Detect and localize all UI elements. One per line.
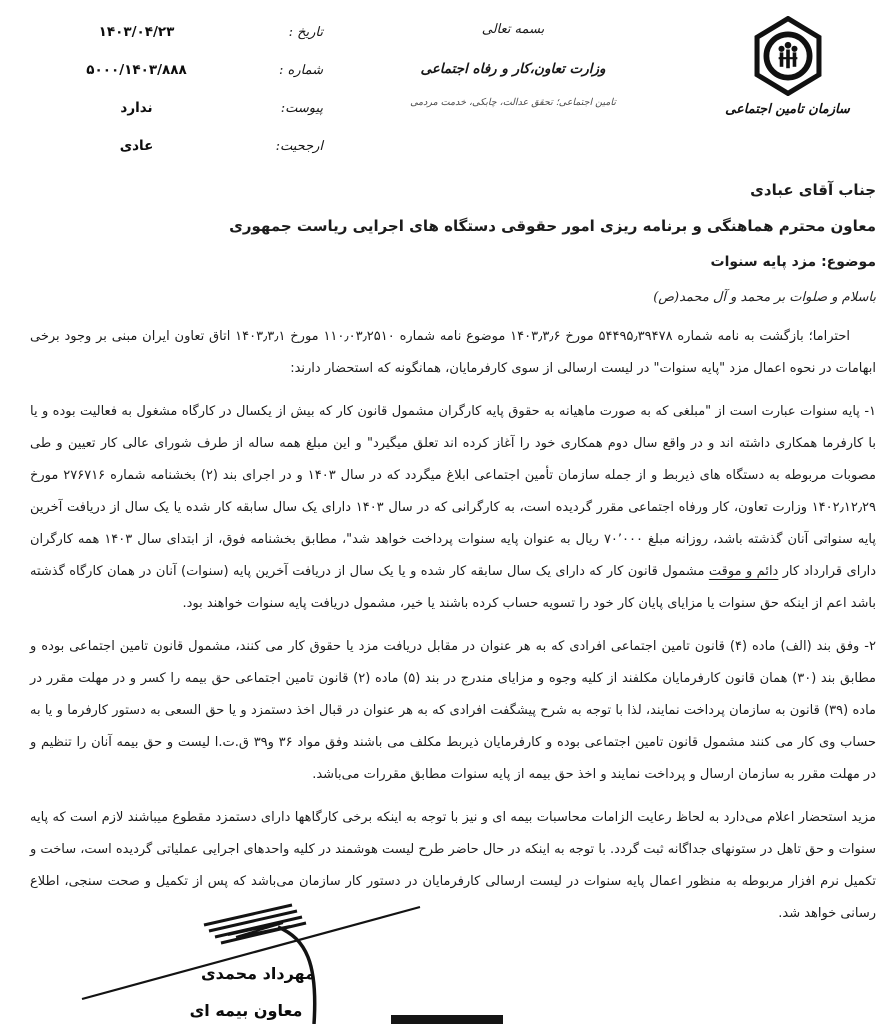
letter-body: [30, 172, 876, 941]
number-value: ۵۰۰۰/۱۴۰۳/۸۸۸: [86, 62, 187, 78]
attachment-label: پیوست:: [280, 101, 323, 116]
date-value: ۱۴۰۳/۰۴/۲۳: [98, 24, 175, 40]
item1-text-a: ۱- پایه سنوات عبارت است از "مبلغی که به صورت ماهیانه به حقوق پایه کارگران مشمول قانون کار که بیش از یکسال در کارگاه مشغول به فعالیت بوده و یا با کارفرما همکاری داشته اند و در واقع سال دوم همکاری خود را آغاز کرده اند تعلق میگیرد" و این مبلغ همه ساله از طرف شورای عالی کار تعیین و طی مصوبات مربوطه به دستگاه های ذیربط و از جمله سازمان تأمین اجتماعی ابلاغ میگردد که در سال ۱۴۰۳ و در اجرای بند (۲) بخشنامه شماره ۲۷۶۷۱۶ مورخ ۱۴۰۲٫۱۲٫۲۹ وزارت تعاون، کار ورفاه اجتماعی مقرر گردیده است، به کارگرانی که در سال ۱۴۰۳ دارای یک سال سابقه کار شده یا یک سال از دریافت آخرین پایه سنواتی آنان گذشته باشد، روزانه مبلغ ۷۰٬۰۰۰ ریال به عنوان پایه سنوات پرداخت خواهد شد"، مطابق بخشنامه فوق، از ابتدای سال ۱۴۰۳ همه کارگران دارای قرارداد کار: [30, 404, 877, 579]
salutation: باسلام و صلوات بر محمد و آل محمد(ص): [653, 290, 876, 305]
bismillah: بسمه تعالی: [481, 22, 545, 37]
subject-value: مزد پایه سنوات: [710, 254, 817, 270]
signer-title: معاون بیمه ای: [189, 1001, 303, 1020]
signer-name: مهرداد محمدی: [201, 964, 315, 983]
letter-meta: [28, 24, 323, 176]
paragraph-intro: احتراما؛ بازگشت به نامه شماره ۵۴۴۹۵٫۳۹۴۷۸ مورخ ۱۴۰۳٫۳٫۶ موضوع نامه شماره ۱۱۰٫۰۳٫۲۵۱۰ مورخ ۱۴۰۳٫۳٫۱ اتاق تعاون ایران مبنی بر وجود برخی ابهامات در نحوه اعمال مزد "پایه سنوات" در لیست ارسالی از سوی کارفرمایان، همانگونه که استحضار دارند:: [30, 329, 876, 376]
paragraph-closing: مزید استحضار اعلام می‌دارد به لحاظ رعایت الزامات محاسبات بیمه ای و نیز با توجه به اینکه برخی کارگاهها دارای دستمزد مقطوع میباشند لازم است که پایه سنوات و حق تاهل در ستونهای جداگانه ثبت گردد. با توجه به اینکه در حال حاضر طرح لیست هوشمند در کلیه واحدهای اجرایی عملیاتی گردیده است، ساخت و تکمیل نرم افزار مربوطه به منظور اعمال پایه سنوات در لیست ارسالی کارفرمایان در دستور کار سازمان می‌باشد که پس از تکمیل و صحت سنجی، اطلاع رسانی خواهد شد.: [30, 810, 876, 921]
item1-underlined-phrase: دائم و موقت: [708, 564, 779, 579]
attachment-value: ندارد: [120, 100, 153, 116]
social-security-emblem-icon: [700, 16, 875, 96]
subject-label: موضوع:: [821, 254, 876, 270]
ministry-name: وزارت تعاون،کار و رفاه اجتماعی: [420, 61, 606, 77]
recipient-title: معاون محترم هماهنگی و برنامه ریزی امور حقوقی دستگاه های اجرایی ریاست جمهوری: [229, 217, 876, 235]
item1-text-b: مشمول قانون کار که دارای یک سال سابقه کار شده و یا یک سال از دریافت آخرین پایه (سنوات) آنان در همان کارگاه گذشته باشد اعم از اینکه حق سنوات یا مزایای پایان کار خود را تسویه حساب کرده باشند یا خیر، مشمول دریافت پایه سنوات خواهند بود.: [30, 564, 876, 611]
org-name: سازمان تامین اجتماعی: [725, 102, 850, 117]
priority-value: عادی: [119, 138, 154, 154]
priority-label: ارجحیت:: [275, 139, 323, 154]
number-label: شماره :: [279, 63, 323, 78]
org-slogan: تامین اجتماعی؛ تحقق عدالت، چابکی، خدمت مردمی: [410, 97, 616, 108]
meta-row-attachment: [28, 100, 323, 123]
date-label: تاریخ :: [288, 25, 323, 40]
meta-row-priority: [28, 138, 323, 161]
paragraph-item2: ۲- وفق بند (الف) ماده (۴) قانون تامین اجتماعی افرادی که به هر عنوان در مقابل دریافت مزد یا حقوق کار می کنند، مشمول قانون تامین اجتماعی بوده و مطابق بند (۳۰) همان قانون کارفرمایان مکلفند از کلیه وجوه و مزایای مندرج در بند (۵) ماده (۲) قانون تامین اجتماعی حق بیمه را کسر و در مهلت مقرر در ماده (۳۹) قانون به سازمان پرداخت نمایند، لذا با توجه به شرح پیشگفت افرادی که به هر عنوان در قبال اخذ دستمزد و یا حق السعی به دستور کارفرما و یا به حساب وی کار می کنند مشمول قانون تامین اجتماعی بوده و کارفرمایان ذیربط مکلف می باشند وفق مواد ۳۶ و۳۹ ق.ت.ا لیست و حق بیمه آنان را تنظیم و در مهلت مقرر به سازمان ارسال و پرداخت نمایند و اخذ حق بیمه از پایه سنوات مطابق مقررات می‌باشد.: [30, 639, 877, 782]
paragraph-item1: [30, 396, 876, 620]
meta-row-date: [28, 24, 323, 47]
letterhead-center: [388, 22, 638, 108]
subject-line: [30, 244, 876, 280]
org-logo-block: [700, 16, 875, 117]
scan-artifact-bar: [391, 1015, 503, 1024]
recipient-name: جناب آقای عبادی: [750, 181, 876, 199]
meta-row-number: [28, 62, 323, 85]
